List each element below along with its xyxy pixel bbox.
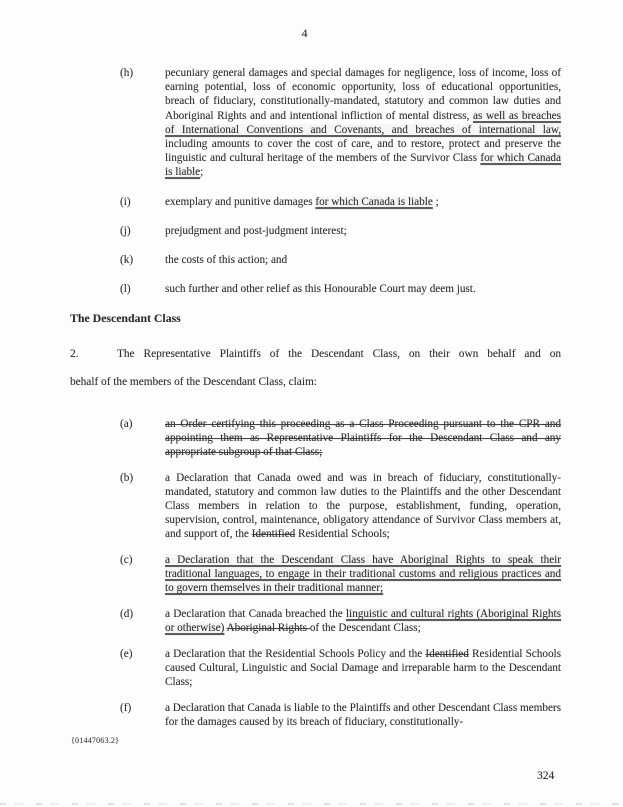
relief-list-h-to-l bbox=[70, 66, 561, 296]
item-text: pecuniary general damages and special damages for negligence, loss of income, loss of earning potential, loss of economic opportunity, loss of educational opportunities, breach of fiduciary, constitutionally-mandated, statutory and common law duties and Aboriginal Rights and and intentional infliction of mental distress, as well as breaches of International Conventions and Covenants, and breaches of international law, including amounts to cover the cost of care, and to restore, protect and preserve the linguistic and cultural heritage of the members of the Survivor Class for which Canada is liable; bbox=[165, 67, 561, 179]
paragraph-2-line-2: behalf of the members of the Descendant Class, claim: bbox=[70, 376, 317, 389]
item-text: a Declaration that the Descendant Class have Aboriginal Rights to speak their traditional languages, to engage in their traditional customs and religious practices and to govern themselves in their traditional manner; bbox=[165, 554, 561, 595]
list-item-i bbox=[70, 195, 561, 209]
paragraph-text-line-1: The Representative Plaintiffs of the Descendant Class, on their own behalf and on bbox=[117, 348, 561, 361]
item-text: a Declaration that Canada breached the linguistic and cultural rights (Aboriginal Rights or otherwise) Aboriginal Rights of the Descendant Class; bbox=[165, 608, 561, 635]
claim-list-a-to-f bbox=[70, 417, 561, 729]
item-label: (a) bbox=[120, 418, 133, 431]
list-item-a bbox=[70, 417, 561, 459]
item-label: (l) bbox=[120, 283, 131, 296]
item-label: (j) bbox=[120, 224, 131, 237]
list-item-k bbox=[70, 253, 561, 267]
list-item-d bbox=[70, 607, 561, 635]
paragraph-number: 2. bbox=[70, 348, 79, 361]
item-label: (h) bbox=[120, 67, 134, 79]
item-label: (k) bbox=[120, 254, 134, 267]
scan-edge-noise bbox=[0, 803, 623, 805]
item-label: (f) bbox=[120, 702, 132, 715]
page-number-bottom: 324 bbox=[537, 770, 555, 782]
item-text: exemplary and punitive damages for which Canada is liable ; bbox=[165, 195, 439, 208]
item-text: an Order certifying this proceeding as a Class Proceeding pursuant to the CPR and appointing them as Representative Plaintiffs for the Descendant Class and any appropriate subgroup of that Class; bbox=[165, 418, 561, 459]
item-text: the costs of this action; and bbox=[165, 254, 288, 267]
document-id-stamp: {01447063.2} bbox=[71, 736, 120, 745]
item-text: prejudgment and post-judgment interest; bbox=[165, 224, 347, 237]
item-label: (i) bbox=[120, 195, 131, 208]
list-item-j bbox=[70, 224, 561, 238]
item-label: (c) bbox=[120, 554, 133, 567]
page-number-top: 4 bbox=[301, 26, 308, 40]
list-item-h bbox=[70, 66, 561, 180]
list-item-c bbox=[70, 553, 561, 595]
item-label: (b) bbox=[120, 472, 134, 485]
list-item-b bbox=[70, 471, 561, 541]
item-label: (d) bbox=[120, 608, 134, 621]
item-text: a Declaration that the Residential Schools Policy and the Identified Residential Schools caused Cultural, Linguistic and Social Damage and irreparable harm to the Descendant Class; bbox=[165, 648, 561, 689]
list-item-l bbox=[70, 282, 561, 296]
paragraph-2-line-1 bbox=[70, 347, 561, 362]
document-content bbox=[70, 66, 561, 741]
item-text: a Declaration that Canada is liable to the Plaintiffs and other Descendant Class members for the damages caused by its breach of fiduciary, constitutionally- bbox=[165, 702, 561, 729]
section-heading: The Descendant Class bbox=[70, 311, 181, 326]
list-item-e bbox=[70, 647, 561, 689]
item-text: a Declaration that Canada owed and was in breach of fiduciary, constitutionally-mandated, statutory and common law duties to the Plaintiffs and the other Descendant Class members in relation to the purpose, establishment, funding, operation, supervision, control, maintenance, obligatory attendance of Survivor Class members at, and support of, the Identified Residential Schools; bbox=[165, 472, 561, 541]
item-label: (e) bbox=[120, 648, 133, 661]
item-text: such further and other relief as this Honourable Court may deem just. bbox=[165, 283, 476, 296]
list-item-f bbox=[70, 701, 561, 729]
